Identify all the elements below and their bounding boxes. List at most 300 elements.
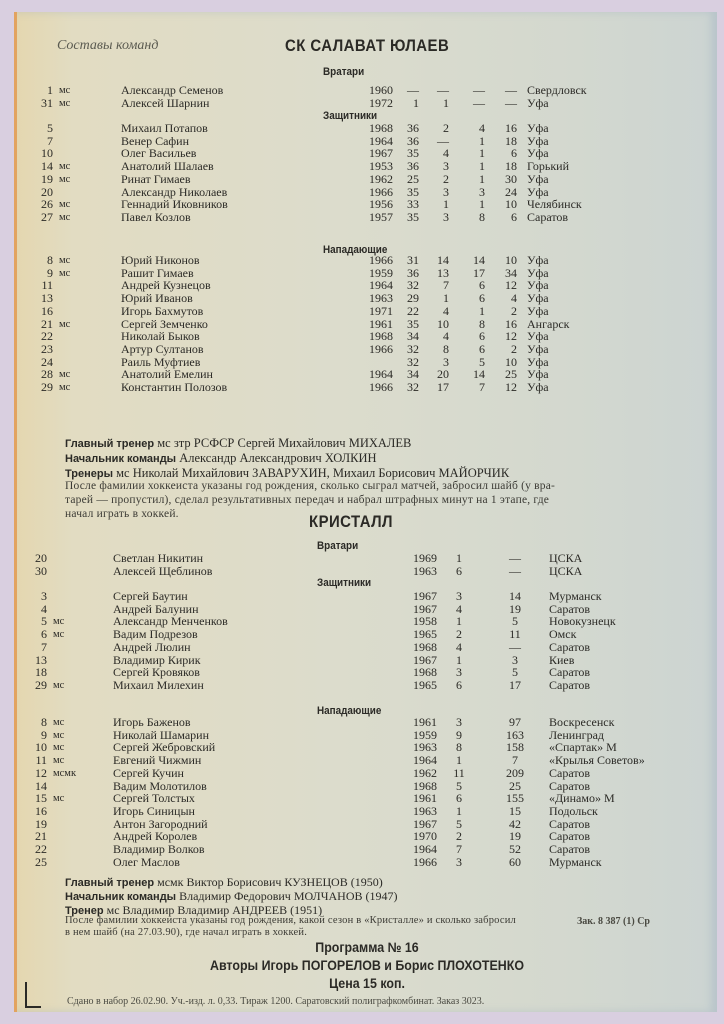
goals: 3 <box>443 354 449 369</box>
penalty-minutes: 16 <box>505 316 517 331</box>
origin-city: Новокузнецк <box>549 614 616 629</box>
birth-year: 1968 <box>369 329 393 344</box>
origin-city: Саратов <box>549 842 591 856</box>
player-title: мс <box>59 211 71 223</box>
salavat-forwards-title: Нападающие <box>323 244 388 256</box>
player-name: Николай Шамарин <box>113 727 209 742</box>
player-name: Андрей Кузнецов <box>121 278 211 293</box>
origin-city: Мурманск <box>549 854 602 869</box>
games: 31 <box>407 253 419 267</box>
table-row <box>17 679 717 692</box>
player-name: Павел Козлов <box>121 209 191 224</box>
origin-city: Уфа <box>527 303 549 318</box>
birth-year: 1967 <box>413 652 437 667</box>
penalty-minutes: 18 <box>505 159 517 174</box>
goals: 14 <box>509 589 521 603</box>
seasons: 1 <box>456 753 462 768</box>
player-name: Сергей Земченко <box>121 316 208 331</box>
birth-year: 1964 <box>369 278 393 293</box>
penalty-minutes: 10 <box>505 354 517 369</box>
jersey-number: 15 <box>35 791 47 806</box>
seasons: 6 <box>456 563 462 578</box>
table-row <box>17 565 717 578</box>
goals: 4 <box>443 329 449 344</box>
player-name: Алексей Щеблинов <box>113 563 213 578</box>
birth-year: 1963 <box>369 291 393 306</box>
goals: 155 <box>506 791 524 806</box>
assists: 14 <box>473 253 485 267</box>
birth-year: 1959 <box>413 727 437 742</box>
assists: 3 <box>479 184 485 199</box>
kristall-staff-line-0: Главный тренер мсмк Виктор Борисович КУЗНЕЦОВ (1950) <box>65 875 383 889</box>
crop-mark <box>25 982 41 1008</box>
kristall-staff-line-2: Тренер мс Владимир Владимир АНДРЕЕВ (1951) <box>65 903 323 917</box>
jersey-number: 31 <box>41 95 53 110</box>
goals: 2 <box>443 121 449 135</box>
player-name: Владимир Кирик <box>113 652 201 667</box>
birth-year: 1961 <box>369 316 393 331</box>
player-title: мс <box>59 85 71 96</box>
birth-year: 1967 <box>413 601 437 616</box>
program-authors: Авторы Игорь ПОГОРЕЛОВ и Борис ПЛОХОТЕНКО <box>209 958 524 973</box>
seasons: 1 <box>456 551 462 565</box>
birth-year: 1958 <box>413 614 437 629</box>
birth-year: 1967 <box>413 816 437 831</box>
seasons: 8 <box>456 740 462 755</box>
penalty-minutes: 30 <box>505 171 517 186</box>
kristall-staff-line-1: Начальник команды Владимир Федорович МОЛЧАНОВ (1947) <box>65 889 398 903</box>
birth-year: 1966 <box>413 854 437 869</box>
table-row <box>17 211 717 224</box>
player-name: Юрий Иванов <box>121 291 193 306</box>
seasons: 3 <box>456 665 462 680</box>
penalty-minutes: 16 <box>505 121 517 135</box>
origin-city: Саратов <box>527 209 569 224</box>
seasons: 4 <box>456 601 462 616</box>
jersey-number: 20 <box>41 184 53 199</box>
salavat-staff <box>65 436 509 481</box>
birth-year: 1967 <box>369 146 393 161</box>
player-title: мс <box>59 267 71 279</box>
imprint-line: Сдано в набор 26.02.90. Уч.-изд. л. 0,33. Тираж 1200. Саратовский полиграфкомбинат. Заказ 3023. <box>67 996 485 1007</box>
player-title: мс <box>53 629 65 641</box>
penalty-minutes: 10 <box>505 253 517 267</box>
birth-year: 1970 <box>413 829 437 844</box>
player-title: мс <box>53 755 65 767</box>
games: 32 <box>407 354 419 369</box>
origin-city: Саратов <box>549 778 591 793</box>
goals: 97 <box>509 715 521 729</box>
program-number: Программа № 16 <box>315 940 419 955</box>
origin-city: Саратов <box>549 601 591 616</box>
player-name: Александр Николаев <box>121 184 228 199</box>
origin-city: «Динамо» М <box>549 791 615 806</box>
jersey-number: 11 <box>35 753 47 768</box>
goals: 4 <box>443 146 449 161</box>
penalty-minutes: 12 <box>505 278 517 293</box>
player-title: мс <box>59 97 71 109</box>
table-row <box>17 305 717 318</box>
birth-year: 1953 <box>369 159 393 174</box>
jersey-number: 23 <box>41 341 53 356</box>
assists: 6 <box>479 278 485 293</box>
games: 36 <box>407 265 419 280</box>
origin-city: Ленинград <box>549 727 605 742</box>
jersey-number: 9 <box>41 727 47 742</box>
birth-year: 1967 <box>413 589 437 603</box>
jersey-number: 26 <box>41 197 53 212</box>
seasons: 9 <box>456 727 462 742</box>
origin-city: Саратов <box>549 639 591 654</box>
seasons: 4 <box>456 639 462 654</box>
jersey-number: 14 <box>41 159 53 174</box>
jersey-number: 13 <box>41 291 53 306</box>
goals: 209 <box>506 765 524 780</box>
birth-year: 1962 <box>369 171 393 186</box>
origin-city: Уфа <box>527 367 549 382</box>
games: 32 <box>407 341 419 356</box>
assists: 1 <box>479 303 485 318</box>
player-name: Владимир Волков <box>113 842 205 856</box>
games: 29 <box>407 291 419 306</box>
seasons: 3 <box>456 715 462 729</box>
origin-city: Уфа <box>527 291 549 306</box>
birth-year: 1969 <box>413 551 437 565</box>
origin-city: Мурманск <box>549 589 602 603</box>
birth-year: 1959 <box>369 265 393 280</box>
table-row <box>17 173 717 186</box>
origin-city: Уфа <box>527 329 549 344</box>
penalty-minutes: 2 <box>511 303 517 318</box>
goals: — <box>509 551 521 565</box>
goals: 13 <box>437 265 449 280</box>
print-stamp: Зак. 8 387 (1) Ср <box>577 916 650 927</box>
goals: 1 <box>443 197 449 212</box>
penalty-minutes: 18 <box>505 133 517 148</box>
player-name: Алексей Шарнин <box>121 95 210 110</box>
player-name: Андрей Балунин <box>113 601 199 616</box>
birth-year: 1964 <box>413 753 437 768</box>
origin-city: Уфа <box>527 121 549 135</box>
goals: — <box>509 639 521 654</box>
player-title: мс <box>53 742 65 754</box>
jersey-number: 5 <box>47 121 53 135</box>
origin-city: Подольск <box>549 803 598 818</box>
jersey-number: 29 <box>41 380 53 394</box>
player-title: мс <box>59 173 71 185</box>
goals: 3 <box>443 209 449 224</box>
assists: 6 <box>479 329 485 344</box>
assists: 1 <box>479 146 485 161</box>
goals: 19 <box>509 601 521 616</box>
player-name: Антон Загородний <box>113 816 208 831</box>
player-title: мс <box>59 382 71 393</box>
birth-year: 1961 <box>413 791 437 806</box>
birth-year: 1963 <box>413 803 437 818</box>
player-title: мс <box>59 369 71 381</box>
origin-city: Ангарск <box>527 316 570 331</box>
birth-year: 1966 <box>369 380 393 394</box>
player-name: Михаил Потапов <box>121 121 208 135</box>
player-name: Андрей Королев <box>113 829 198 844</box>
kristall-forwards-title: Нападающие <box>317 705 382 717</box>
kristall-note: После фамилии хоккеиста указаны год рождения, какой сезон в «Кристалле» и сколько забросил в нем шайб (на 27.03.90), где начал играть в хоккей. <box>65 915 516 938</box>
player-name: Артур Султанов <box>121 341 204 356</box>
player-name: Евгений Чижмин <box>113 753 202 768</box>
assists: 6 <box>479 341 485 356</box>
jersey-number: 21 <box>41 316 53 331</box>
goals: 14 <box>437 253 449 267</box>
jersey-number: 22 <box>35 842 47 856</box>
birth-year: 1968 <box>413 665 437 680</box>
team1-title: СК САЛАВАТ ЮЛАЕВ <box>285 36 450 55</box>
goals: 11 <box>509 627 521 642</box>
birth-year: 1966 <box>369 253 393 267</box>
origin-city: Саратов <box>549 816 591 831</box>
games: 36 <box>407 133 419 148</box>
goals: 4 <box>443 303 449 318</box>
games: 34 <box>407 329 419 344</box>
player-title: мсмк <box>53 767 77 779</box>
goals: 1 <box>443 95 449 110</box>
birth-year: 1965 <box>413 627 437 642</box>
goals: 3 <box>443 159 449 174</box>
salavat-goalies-title: Вратари <box>323 66 365 78</box>
goals: 8 <box>443 341 449 356</box>
games: 36 <box>407 159 419 174</box>
seasons: 1 <box>456 652 462 667</box>
player-name: Рашит Гимаев <box>121 265 194 280</box>
birth-year: 1966 <box>369 184 393 199</box>
penalty-minutes: — <box>505 95 517 110</box>
jersey-number: 27 <box>41 209 53 224</box>
goals: 3 <box>443 184 449 199</box>
seasons: 2 <box>456 829 462 844</box>
seasons: 1 <box>456 803 462 818</box>
birth-year: 1956 <box>369 197 393 212</box>
jersey-number: 28 <box>41 367 53 382</box>
assists: 1 <box>479 159 485 174</box>
games: 35 <box>407 146 419 161</box>
jersey-number: 13 <box>35 652 47 667</box>
table-row <box>17 343 717 356</box>
table-row <box>17 856 717 869</box>
penalty-minutes: 34 <box>505 265 517 280</box>
origin-city: Уфа <box>527 146 549 161</box>
games: 34 <box>407 367 419 382</box>
jersey-number: 14 <box>35 778 47 793</box>
player-title: мс <box>53 729 65 741</box>
goals: 7 <box>512 753 518 768</box>
seasons: 2 <box>456 627 462 642</box>
assists: 14 <box>473 367 485 382</box>
player-name: Александр Менченков <box>113 614 228 629</box>
games: 25 <box>407 171 419 186</box>
player-name: Александр Семенов <box>121 83 224 97</box>
birth-year: 1968 <box>413 639 437 654</box>
goals: 25 <box>509 778 521 793</box>
games: 22 <box>407 303 419 318</box>
birth-year: 1964 <box>369 133 393 148</box>
player-title: мс <box>59 255 71 266</box>
player-name: Игорь Бахмутов <box>121 303 204 318</box>
salavat-staff-line-1: Начальник команды Александр Александрович ХОЛКИН <box>65 451 377 465</box>
goals: 158 <box>506 740 524 755</box>
jersey-number: 4 <box>41 601 47 616</box>
player-name: Олег Васильев <box>121 146 197 161</box>
origin-city: ЦСКА <box>549 563 583 578</box>
jersey-number: 7 <box>47 133 53 148</box>
goals: 1 <box>443 291 449 306</box>
games: 33 <box>407 197 419 212</box>
player-name: Анатолий Емелин <box>121 367 213 382</box>
player-name: Сергей Толстых <box>113 791 195 806</box>
kristall-defenders-title: Защитники <box>317 577 372 589</box>
salavat-staff-line-0: Главный тренер мс зтр РСФСР Сергей Михайлович МИХАЛЕВ <box>65 436 412 450</box>
assists: 7 <box>479 380 485 394</box>
assists: — <box>473 83 485 97</box>
goals: 42 <box>509 816 521 831</box>
seasons: 5 <box>456 778 462 793</box>
goals: 3 <box>512 652 518 667</box>
origin-city: Уфа <box>527 380 549 394</box>
penalty-minutes: 6 <box>511 146 517 161</box>
player-name: Андрей Люлин <box>113 639 191 654</box>
jersey-number: 8 <box>47 253 53 267</box>
birth-year: 1965 <box>413 677 437 692</box>
player-name: Сергей Баутин <box>113 589 188 603</box>
jersey-number: 16 <box>41 303 53 318</box>
birth-year: 1968 <box>369 121 393 135</box>
seasons: 3 <box>456 589 462 603</box>
birth-year: 1968 <box>413 778 437 793</box>
seasons: 7 <box>456 842 462 856</box>
birth-year: 1964 <box>413 842 437 856</box>
origin-city: Свердловск <box>527 83 587 97</box>
assists: 1 <box>479 171 485 186</box>
section-label: Составы команд <box>57 38 159 53</box>
origin-city: Уфа <box>527 278 549 293</box>
program-page <box>14 12 717 1012</box>
table-row <box>17 97 717 110</box>
penalty-minutes: 6 <box>511 209 517 224</box>
goals: 163 <box>506 727 524 742</box>
origin-city: Саратов <box>549 829 591 844</box>
player-title: мс <box>53 793 65 805</box>
birth-year: 1966 <box>369 341 393 356</box>
player-name: Константин Полозов <box>121 380 228 394</box>
seasons: 6 <box>456 791 462 806</box>
jersey-number: 24 <box>41 354 53 369</box>
player-name: Венер Сафин <box>121 133 190 148</box>
assists: 6 <box>479 291 485 306</box>
jersey-number: 19 <box>35 816 47 831</box>
goals: 7 <box>443 278 449 293</box>
penalty-minutes: 25 <box>505 367 517 382</box>
origin-city: «Спартак» М <box>549 740 617 755</box>
goals: 19 <box>509 829 521 844</box>
origin-city: Уфа <box>527 171 549 186</box>
origin-city: Уфа <box>527 341 549 356</box>
jersey-number: 22 <box>41 329 53 344</box>
table-row <box>17 767 717 780</box>
goals: — <box>509 563 521 578</box>
penalty-minutes: 24 <box>505 184 517 199</box>
seasons: 3 <box>456 854 462 869</box>
player-name: Вадим Молотилов <box>113 778 207 793</box>
jersey-number: 8 <box>41 715 47 729</box>
player-name: Ринат Гимаев <box>121 171 191 186</box>
games: 32 <box>407 278 419 293</box>
goals: — <box>437 83 449 97</box>
table-row <box>17 641 717 654</box>
player-name: Михаил Милехин <box>113 677 204 692</box>
jersey-number: 10 <box>41 146 53 161</box>
birth-year: 1963 <box>413 563 437 578</box>
goals: 60 <box>509 854 521 869</box>
penalty-minutes: 12 <box>505 329 517 344</box>
kristall-goalies-title: Вратари <box>317 540 359 552</box>
kristall-staff <box>65 876 398 918</box>
origin-city: Уфа <box>527 265 549 280</box>
birth-year: 1963 <box>413 740 437 755</box>
goals: 10 <box>437 316 449 331</box>
jersey-number: 5 <box>41 614 47 629</box>
player-name: Сергей Жебровский <box>113 740 216 755</box>
jersey-number: 7 <box>41 639 47 654</box>
games: 35 <box>407 184 419 199</box>
player-name: Сергей Кучин <box>113 765 184 780</box>
jersey-number: 25 <box>35 854 47 869</box>
penalty-minutes: 12 <box>505 380 517 394</box>
table-row <box>17 805 717 818</box>
player-name: Сергей Кровяков <box>113 665 200 680</box>
jersey-number: 16 <box>35 803 47 818</box>
origin-city: Саратов <box>549 765 591 780</box>
origin-city: ЦСКА <box>549 551 583 565</box>
goals: 2 <box>443 171 449 186</box>
jersey-number: 1 <box>47 83 53 97</box>
jersey-number: 19 <box>41 171 53 186</box>
player-name: Вадим Подрезов <box>113 627 198 642</box>
seasons: 6 <box>456 677 462 692</box>
player-title: мс <box>53 679 65 691</box>
birth-year: 1971 <box>369 303 393 318</box>
assists: — <box>473 95 485 110</box>
player-name: Николай Быков <box>121 329 200 344</box>
salavat-defenders-title: Защитники <box>323 110 378 122</box>
goals: 5 <box>512 665 518 680</box>
origin-city: Воскресенск <box>549 715 615 729</box>
jersey-number: 29 <box>35 677 47 692</box>
player-name: Юрий Никонов <box>121 253 200 267</box>
origin-city: Уфа <box>527 253 549 267</box>
origin-city: Уфа <box>527 133 549 148</box>
birth-year: 1960 <box>369 83 393 97</box>
seasons: 5 <box>456 816 462 831</box>
penalty-minutes: 2 <box>511 341 517 356</box>
assists: 8 <box>479 316 485 331</box>
assists: 5 <box>479 354 485 369</box>
origin-city: Киев <box>549 652 575 667</box>
salavat-staff-line-2: Тренеры мс Николай Михайлович ЗАВАРУХИН, Михаил Борисович МАЙОРЧИК <box>65 466 510 480</box>
birth-year: 1961 <box>413 715 437 729</box>
jersey-number: 20 <box>35 551 47 565</box>
penalty-minutes: — <box>505 83 517 97</box>
birth-year: 1962 <box>413 765 437 780</box>
origin-city: Горький <box>527 159 570 174</box>
seasons: 11 <box>453 765 465 780</box>
